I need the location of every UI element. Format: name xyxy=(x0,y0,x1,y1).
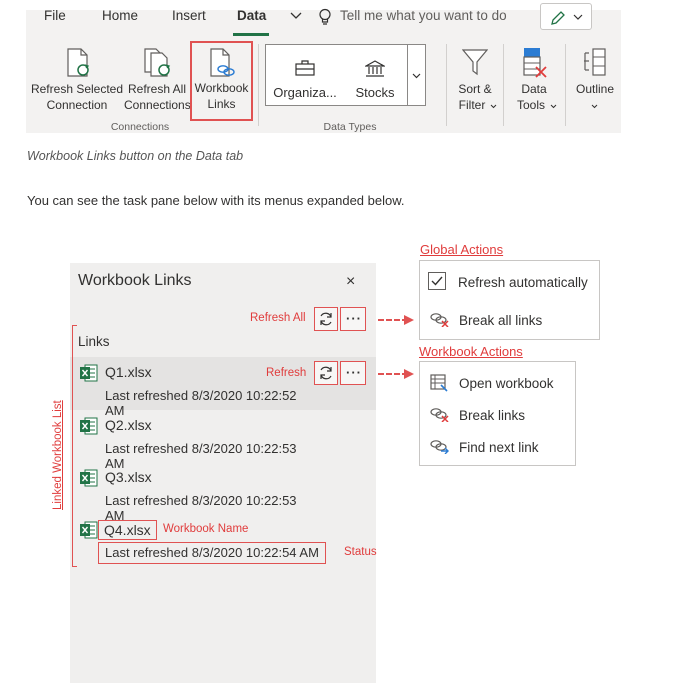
tab-insert[interactable]: Insert xyxy=(172,8,206,23)
tab-file[interactable]: File xyxy=(44,8,66,23)
refresh-all-annotation: Refresh All xyxy=(250,312,306,324)
break-link-icon xyxy=(430,406,450,422)
workbook-list-item[interactable] xyxy=(78,363,318,418)
menu-item-label: Break links xyxy=(459,408,526,423)
workbook-name-annotation: Workbook Name xyxy=(163,523,249,535)
data-types-group-label: Data Types xyxy=(323,121,377,133)
outline-icon xyxy=(583,48,607,76)
excel-file-icon xyxy=(80,417,98,435)
workbook-more-options-button[interactable] xyxy=(340,361,366,385)
group-separator xyxy=(503,44,504,126)
workbook-list-item[interactable] xyxy=(78,416,318,471)
excel-file-icon xyxy=(80,364,98,382)
links-header: Links xyxy=(78,334,110,349)
open-workbook-item[interactable] xyxy=(420,368,575,398)
organization-label: Organiza... xyxy=(273,85,337,100)
outline-label: Outline xyxy=(575,82,615,96)
refresh-automatically-item[interactable] xyxy=(420,268,599,298)
workbook-name: Q3.xlsx xyxy=(105,469,152,485)
workbook-status: Last refreshed 8/3/2020 10:22:53 AM xyxy=(105,441,297,471)
stocks-label: Stocks xyxy=(355,85,395,100)
stocks-data-type-button[interactable] xyxy=(344,48,406,104)
linked-workbook-list-annotation: Linked Workbook List xyxy=(52,400,64,510)
workbook-list-item[interactable] xyxy=(78,468,318,523)
sort-filter-button[interactable] xyxy=(452,44,498,116)
chevron-down-icon xyxy=(550,104,557,109)
workbook-status: Last refreshed 8/3/2020 10:22:52 AM xyxy=(105,388,297,418)
break-all-links-item[interactable] xyxy=(420,305,599,335)
global-more-options-button[interactable] xyxy=(340,307,366,331)
tab-data[interactable]: Data xyxy=(237,8,267,23)
data-tools-button[interactable] xyxy=(510,44,558,116)
workbook-status: Last refreshed 8/3/2020 10:22:54 AM xyxy=(98,542,326,564)
excel-file-icon xyxy=(80,521,98,539)
editing-mode-button[interactable] xyxy=(540,3,592,30)
status-annotation: Status xyxy=(344,546,377,558)
more-icon: ··· xyxy=(346,365,362,380)
stocks-building-icon xyxy=(365,60,385,78)
organization-data-type-button[interactable] xyxy=(268,48,342,104)
open-workbook-icon xyxy=(430,374,448,392)
checkmark-icon xyxy=(428,272,446,290)
data-tools-icon xyxy=(522,47,548,79)
briefcase-icon xyxy=(295,60,315,76)
refresh-selected-label-1: Refresh Selected xyxy=(30,82,124,96)
menu-item-label: Open workbook xyxy=(459,376,554,391)
linked-list-bracket xyxy=(72,325,77,567)
group-separator xyxy=(258,44,259,126)
workbook-links-label-1: Workbook xyxy=(194,81,249,95)
refresh-annotation: Refresh xyxy=(266,367,307,379)
menu-item-label: Refresh automatically xyxy=(458,275,588,290)
workbook-name: Q1.xlsx xyxy=(105,364,152,380)
workbook-links-button[interactable] xyxy=(190,41,253,121)
chevron-down-icon xyxy=(412,73,421,79)
refresh-all-label-2: Connections xyxy=(124,98,191,112)
sort-filter-label-1: Sort & xyxy=(458,82,492,96)
workbook-name: Q2.xlsx xyxy=(105,417,152,433)
data-tools-label-1: Data xyxy=(521,82,547,96)
refresh-all-documents-icon xyxy=(143,48,173,78)
break-links-item[interactable] xyxy=(420,400,575,430)
data-tools-label-2: Tools xyxy=(516,98,545,112)
find-link-icon xyxy=(430,438,450,454)
refresh-document-icon xyxy=(64,48,92,78)
active-tab-indicator xyxy=(233,33,269,36)
excel-file-icon xyxy=(80,469,98,487)
refresh-selected-connection-button[interactable] xyxy=(30,44,124,116)
connections-group-label: Connections xyxy=(110,121,170,133)
global-actions-annotation: Global Actions xyxy=(420,242,504,257)
pane-title: Workbook Links xyxy=(78,272,192,289)
figure-caption: Workbook Links button on the Data tab xyxy=(27,149,244,163)
group-separator xyxy=(446,44,447,126)
refresh-all-connections-button[interactable] xyxy=(124,44,190,116)
intro-paragraph: You can see the task pane below with its menus expanded below. xyxy=(27,193,405,208)
close-icon[interactable]: × xyxy=(346,273,356,290)
tab-home[interactable]: Home xyxy=(102,8,139,23)
lightbulb-icon xyxy=(318,8,332,26)
break-link-icon xyxy=(430,311,450,327)
menu-item-label: Find next link xyxy=(459,440,539,455)
tell-me-search[interactable]: Tell me what you want to do xyxy=(340,8,507,23)
chevron-down-icon xyxy=(591,104,598,109)
workbook-actions-annotation: Workbook Actions xyxy=(419,344,523,359)
refresh-selected-label-2: Connection xyxy=(46,98,108,112)
find-next-link-item[interactable] xyxy=(420,432,575,462)
sort-filter-label-2: Filter xyxy=(458,98,486,112)
workbook-links-icon xyxy=(208,48,236,78)
workbook-links-label-2: Links xyxy=(207,97,236,111)
data-types-expand-button[interactable] xyxy=(408,44,426,106)
menu-item-label: Break all links xyxy=(459,313,543,328)
chevron-down-icon xyxy=(490,104,497,109)
chevron-down-icon xyxy=(573,14,583,21)
refresh-all-button[interactable] xyxy=(314,307,338,331)
more-icon: ··· xyxy=(346,311,362,326)
group-separator xyxy=(565,44,566,126)
workbook-name: Q4.xlsx xyxy=(98,520,157,540)
refresh-icon xyxy=(318,365,334,381)
refresh-icon xyxy=(318,311,334,327)
refresh-all-label-1: Refresh All xyxy=(127,82,187,96)
outline-button[interactable] xyxy=(570,44,620,116)
chevron-down-icon[interactable] xyxy=(290,12,302,20)
workbook-status: Last refreshed 8/3/2020 10:22:53 AM xyxy=(105,493,297,523)
arrow-head-icon xyxy=(404,315,414,325)
pencil-icon xyxy=(550,10,566,26)
filter-icon xyxy=(462,48,488,76)
arrow-head-icon xyxy=(404,369,414,379)
